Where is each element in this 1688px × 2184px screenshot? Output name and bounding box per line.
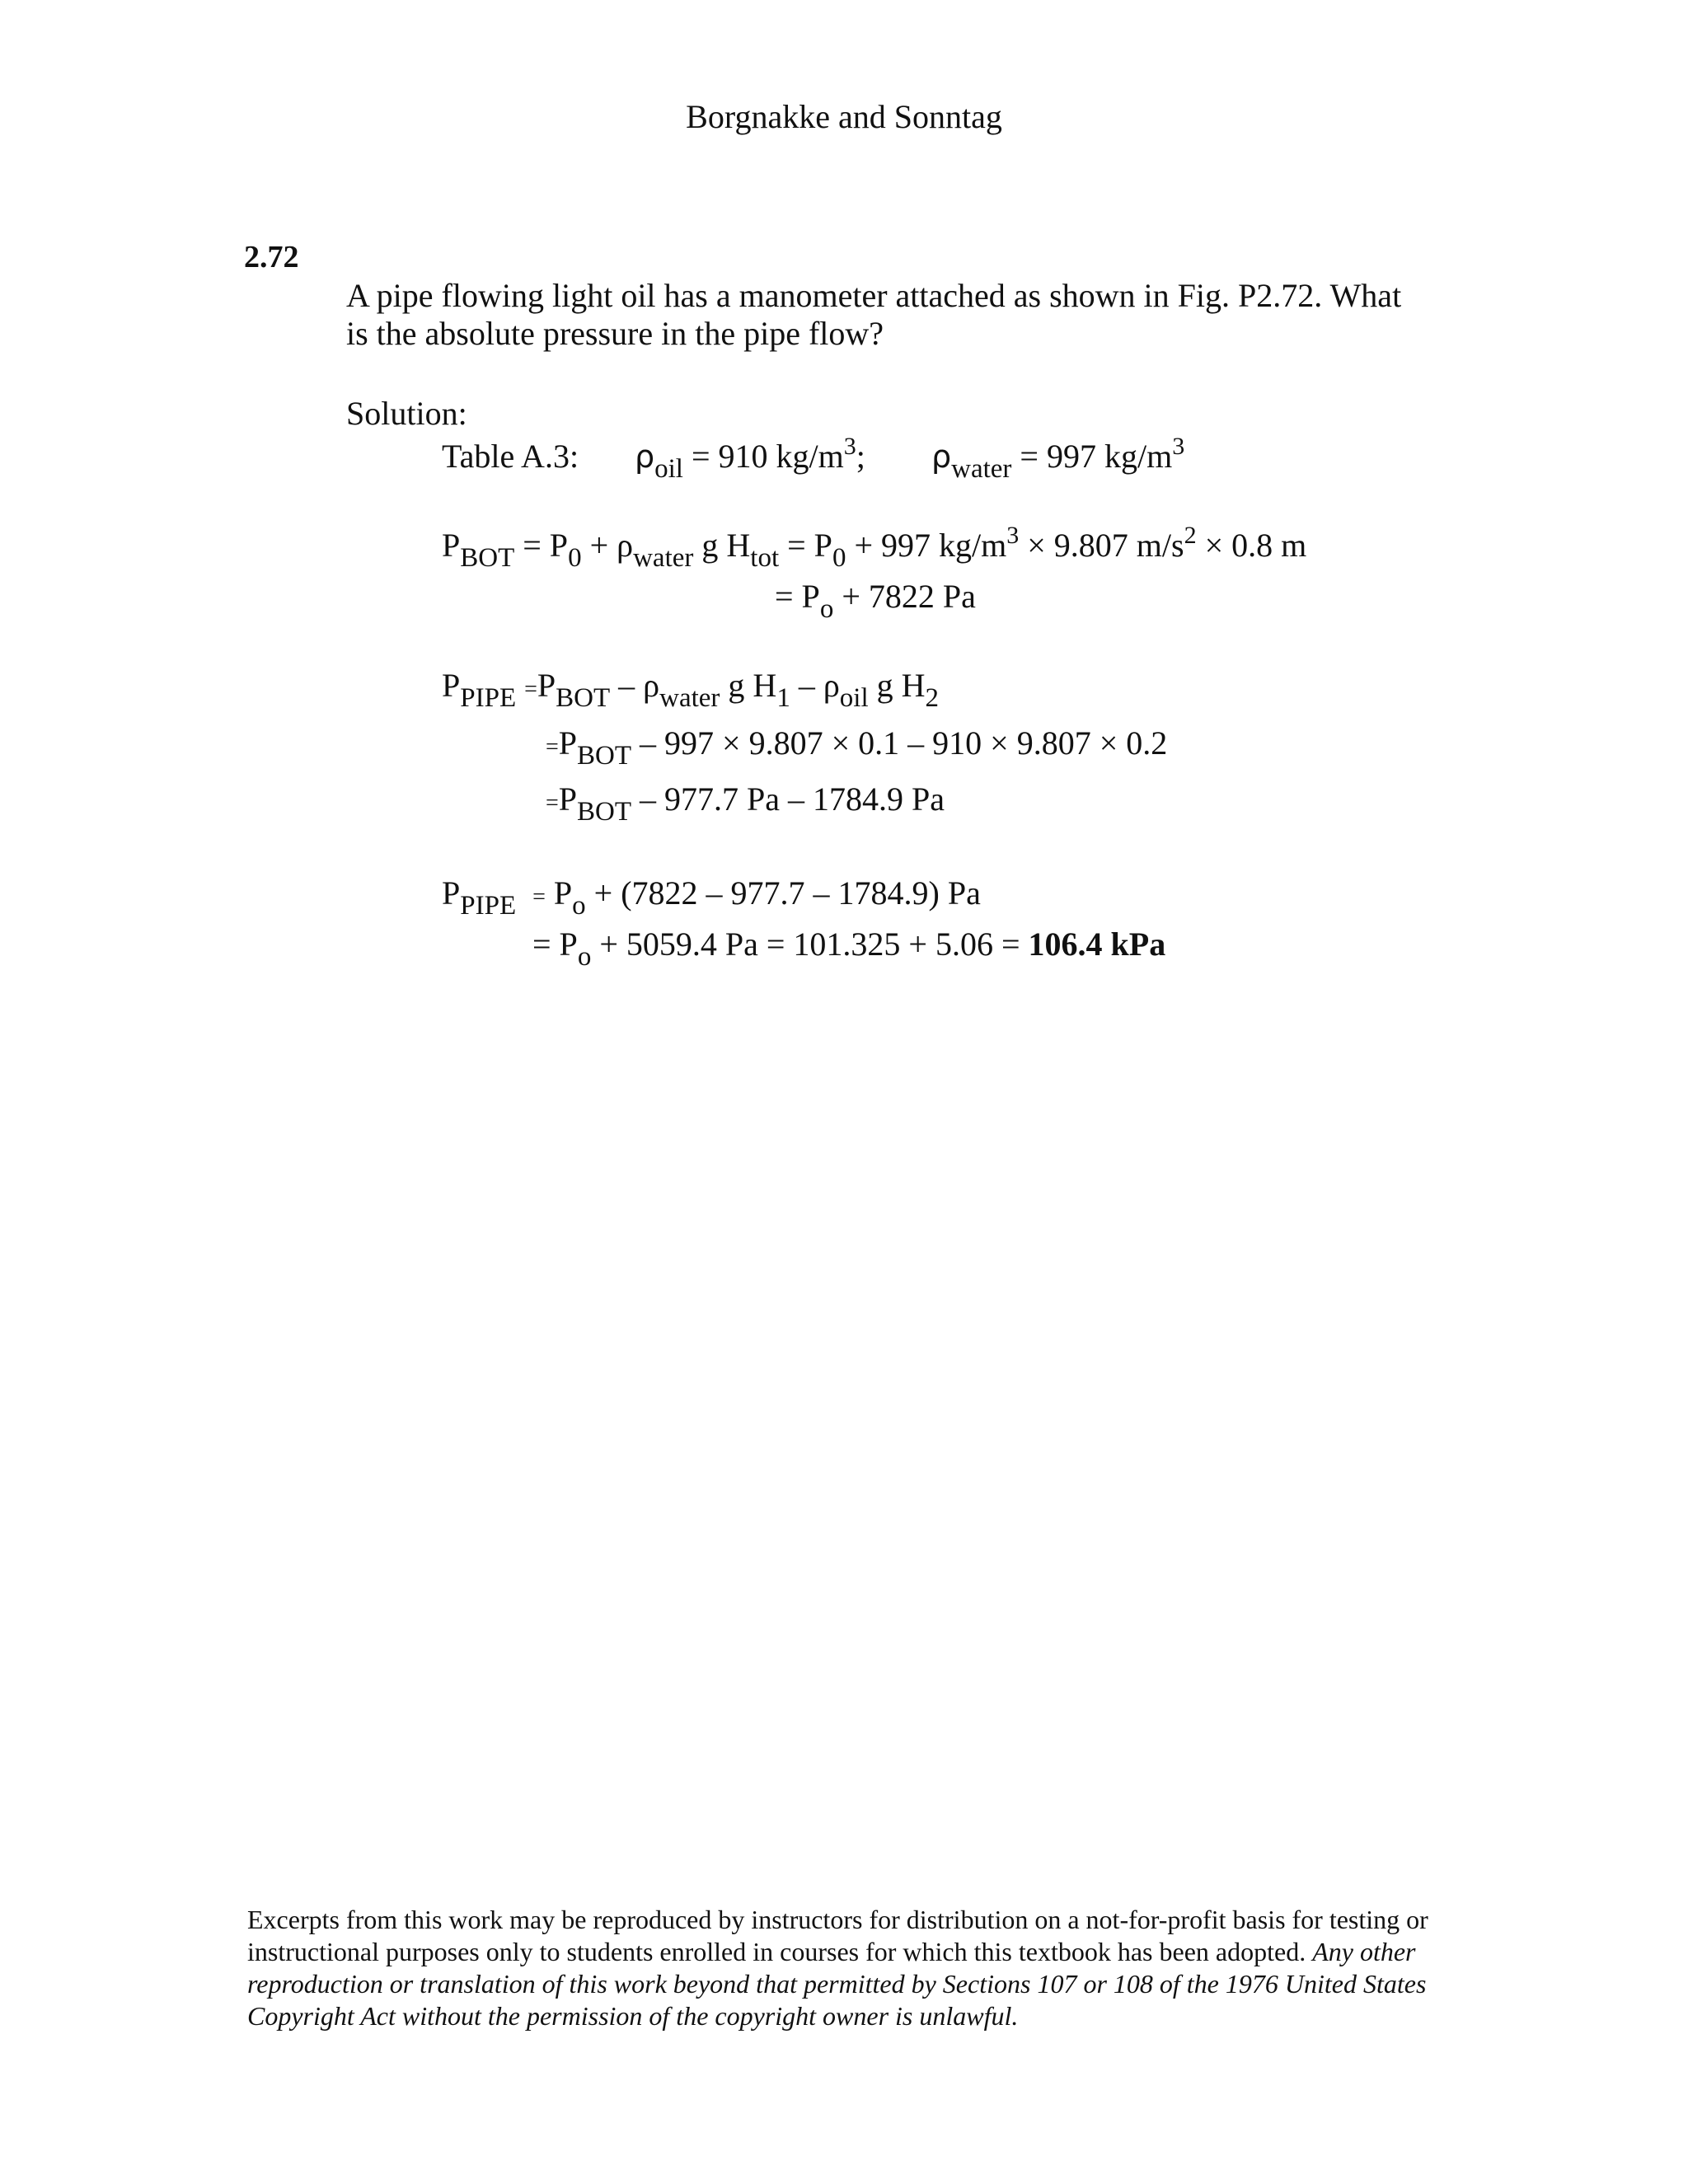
ppipe-equation-line-1 xyxy=(442,666,940,713)
symbol-p: P xyxy=(442,874,461,912)
oil-subscript: oil xyxy=(654,454,683,484)
equals-p: = P xyxy=(775,578,820,615)
oil-density-value: = 910 kg/m xyxy=(691,438,844,475)
problem-statement xyxy=(346,277,1401,353)
symbol-p: P xyxy=(442,527,461,564)
ppipe-total: + 5059.4 Pa = 101.325 + 5.06 = xyxy=(599,926,1029,963)
water-density xyxy=(931,433,1185,484)
density-value: + 997 kg/m xyxy=(854,527,1007,564)
equals-p: = P xyxy=(523,527,569,564)
ppipe-sum: + (7822 – 977.7 – 1784.9) Pa xyxy=(593,874,981,912)
g-h: g H xyxy=(876,667,926,704)
copyright-notice xyxy=(247,1904,1451,2032)
pbot-result: + 7822 Pa xyxy=(842,578,976,615)
symbol-p: P xyxy=(558,780,578,818)
oil-density xyxy=(635,433,865,484)
g-h: g H xyxy=(701,527,751,564)
question-line-1: A pipe flowing light oil has a manometer attached as shown in Fig. P2.72. What xyxy=(346,277,1402,314)
subscript-bot: BOT xyxy=(556,683,611,713)
subscript-zero: 0 xyxy=(568,543,582,573)
g-h: g H xyxy=(728,667,777,704)
exponent-3: 3 xyxy=(1006,522,1020,549)
subscript-water: water xyxy=(659,683,720,713)
subscript-bot: BOT xyxy=(460,543,515,573)
solution-label: Solution: xyxy=(346,395,467,432)
subscript-o: o xyxy=(819,594,834,624)
subscript-o: o xyxy=(572,891,586,921)
subscript-2: 2 xyxy=(925,683,940,713)
pbot-equation-line-2 xyxy=(775,577,976,624)
water-exponent: 3 xyxy=(1172,433,1185,460)
final-answer: 106.4 kPa xyxy=(1028,926,1166,963)
equals-p: = P xyxy=(787,527,832,564)
equals-sign: = xyxy=(524,677,537,702)
exponent-2: 2 xyxy=(1184,522,1197,549)
footer-italic-text: Any other reproduction or translation of this work beyond that permitted by Sections 107 or 108 of the 1976 United States Copyright Act without the permission of the copyright owner is unlawful. xyxy=(247,1937,1427,2031)
problem-number: 2.72 xyxy=(244,240,299,274)
equals-p: = P xyxy=(532,926,578,963)
rho-symbol: ρ xyxy=(635,438,655,475)
height-value: × 0.8 m xyxy=(1204,527,1307,564)
symbol-p: P xyxy=(558,724,578,762)
symbol-p: P xyxy=(442,667,461,704)
water-density-value: = 997 kg/m xyxy=(1020,438,1173,475)
subscript-1: 1 xyxy=(776,683,790,713)
subscript-pipe: PIPE xyxy=(460,683,517,713)
pbot-equation-line-1 xyxy=(442,522,1307,573)
semicolon: ; xyxy=(856,438,865,475)
gravity-value: × 9.807 m/s xyxy=(1027,527,1184,564)
table-reference-label: Table A.3: xyxy=(442,438,579,475)
ppipe-equation-line-2 xyxy=(546,724,1168,771)
subscript-o: o xyxy=(577,942,592,972)
subscript-zero: 0 xyxy=(832,543,846,573)
water-subscript: water xyxy=(951,454,1012,484)
subscript-pipe: PIPE xyxy=(460,891,517,921)
ppipe-evaluated: – 977.7 Pa – 1784.9 Pa xyxy=(640,780,945,818)
subscript-bot: BOT xyxy=(577,797,632,827)
plus-rho: + ρ xyxy=(589,527,634,564)
symbol-p: P xyxy=(537,667,556,704)
minus-rho: – ρ xyxy=(798,667,840,704)
subscript-oil: oil xyxy=(839,683,869,713)
question-line-2: is the absolute pressure in the pipe flow? xyxy=(346,315,884,352)
ppipe-equation-line-3 xyxy=(546,780,945,827)
ppipe-final-line-2 xyxy=(532,925,1166,972)
oil-exponent: 3 xyxy=(843,433,856,460)
minus-rho: – ρ xyxy=(618,667,660,704)
equals-sign: = xyxy=(546,734,559,760)
ppipe-substitution: – 997 × 9.807 × 0.1 – 910 × 9.807 × 0.2 xyxy=(640,724,1168,762)
subscript-water: water xyxy=(633,543,694,573)
ppipe-final-line-1 xyxy=(442,874,981,921)
rho-symbol: ρ xyxy=(931,438,952,475)
symbol-p: P xyxy=(553,874,573,912)
page-header: Borgnakke and Sonntag xyxy=(686,98,1002,135)
equals-sign: = xyxy=(546,790,559,816)
equals-sign: = xyxy=(532,884,546,910)
subscript-bot: BOT xyxy=(577,741,632,771)
footer-normal-text: Excerpts from this work may be reproduced by instructors for distribution on a not-for-profit basis for testing or instructional purposes only to students enrolled in courses for which this textbook has been adopted. xyxy=(247,1905,1428,1966)
subscript-tot: tot xyxy=(750,543,780,573)
